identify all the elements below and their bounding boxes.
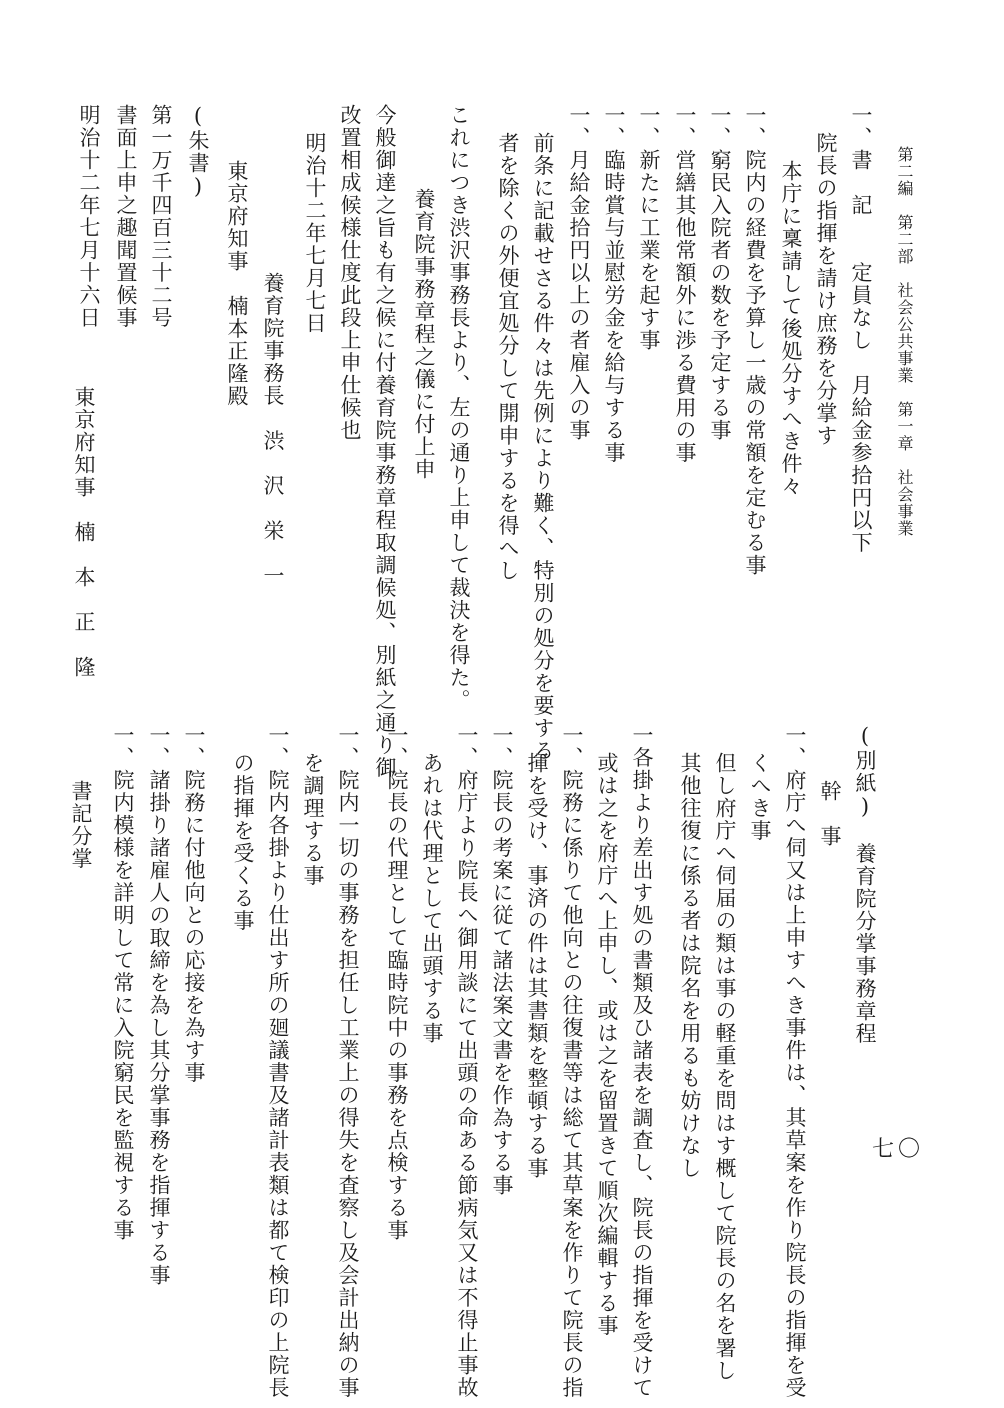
lower-text-column: 一、院長の代理として臨時院中の事務を点検する事	[385, 724, 409, 1242]
lower-text-column: 一、府庁より院長へ御用談にて出頭の命ある節病気又は不得止事故	[455, 724, 479, 1399]
lower-text-column: くへき事	[748, 752, 772, 842]
lower-text-column: 或は之を府庁へ上申し、或は之を留置きて順次編輯する事	[595, 752, 619, 1337]
upper-text-column: 東京府知事 楠本正隆殿	[225, 160, 249, 408]
lower-text-column: 一、府庁へ伺又は上申すへき事件は、其草案を作り院長の指揮を受	[783, 724, 807, 1399]
upper-text-column: 院長の指揮を請け庶務を分掌す	[814, 132, 838, 447]
lower-text-column: 揮を受け、事済の件は其書類を整頓する事	[525, 752, 549, 1180]
lower-text-column: 但し府庁へ伺届の類は事の軽重を問はす概して院長の名を署し	[713, 752, 737, 1382]
upper-text-column: 一、院内の経費を予算し一歳の常額を定むる事	[743, 104, 767, 577]
upper-text-column: 者を除くの外便宜処分して開申するを得へし	[496, 132, 520, 582]
page-number: 七〇	[872, 1137, 925, 1162]
running-header: 第二編 第二部 社会公共事業 第一章 社会事業	[895, 146, 914, 537]
lower-text-column: 書記分掌	[69, 780, 93, 870]
upper-text-column: 明治十二年七月十六日	[77, 104, 101, 329]
lower-text-column: の指揮を受くる事	[231, 752, 255, 932]
upper-text-column: 明治十二年七月七日	[303, 132, 327, 335]
upper-text-column: 一、書 記 定員なし 月給金参拾円以下	[849, 104, 873, 554]
upper-text-column: 養育院事務長 渋 沢 栄 一	[261, 272, 285, 587]
lower-text-column: 一、院内模様を詳明して常に入院窮民を監視する事	[111, 724, 135, 1242]
upper-text-column: 改置相成候様仕度此段上申仕候也	[338, 104, 362, 442]
upper-text-column: 書面上申之趣聞置候事	[114, 104, 138, 329]
lower-text-column: 一各掛より差出す処の書類及ひ諸表を調査し、院長の指揮を受けて	[630, 724, 654, 1399]
lower-text-column: 幹 事	[818, 780, 842, 848]
lower-text-column: 一、院長の考案に従て諸法案文書を作為する事	[490, 724, 514, 1197]
lower-text-column: 一、諸掛り諸雇人の取締を為し其分掌事務を指揮する事	[147, 724, 171, 1287]
lower-text-column: を調理する事	[301, 752, 325, 887]
upper-text-column: これにつき渋沢事務長より、左の通り上申して裁決を得た。	[447, 104, 471, 712]
lower-text-column: 一、院内各掛より仕出す所の廻議書及諸計表類は都て検印の上院長	[266, 724, 290, 1399]
lower-text-column: (別紙) 養育院分掌事務章程	[853, 724, 877, 1045]
upper-text-column: 第一万千四百三十二号	[149, 104, 173, 329]
upper-text-column: (朱書)	[186, 104, 210, 200]
upper-text-column: 一、窮民入院者の数を予定する事	[708, 104, 732, 442]
lower-text-column: あれは代理として出頭する事	[420, 752, 444, 1045]
lower-text-column: 其他往復に係る者は院名を用るも妨けなし	[678, 752, 702, 1180]
lower-text-column: 一、院務に係りて他向との往復書等は総て其草案を作りて院長の指	[560, 724, 584, 1399]
upper-text-column: 一、臨時賞与並慰労金を給与する事	[602, 104, 626, 464]
lower-text-column: 一、院内一切の事務を担任し工業上の得失を査察し及会計出納の事	[336, 724, 360, 1399]
lower-text-column: 一、院務に付他向との応接を為す事	[182, 724, 206, 1084]
upper-text-column: 養育院事務章程之儀に付上申	[412, 188, 436, 481]
upper-text-column: 前条に記載せさる件々は先例により難く、特別の処分を要する	[531, 132, 555, 762]
upper-text-column: 一、新たに工業を起す事	[637, 104, 661, 352]
upper-text-column: 本庁に稟請して後処分すへき件々	[779, 160, 803, 498]
upper-text-column: 一、月給金拾円以上の者雇入の事	[567, 104, 591, 442]
upper-text-column: 一、営繕其他常額外に渉る費用の事	[673, 104, 697, 464]
upper-text-column: 今般御達之旨も有之候に付養育院事務章程取調候処、別紙之通り御	[373, 104, 397, 779]
upper-text-column: 東京府知事 楠 本 正 隆	[72, 386, 96, 679]
